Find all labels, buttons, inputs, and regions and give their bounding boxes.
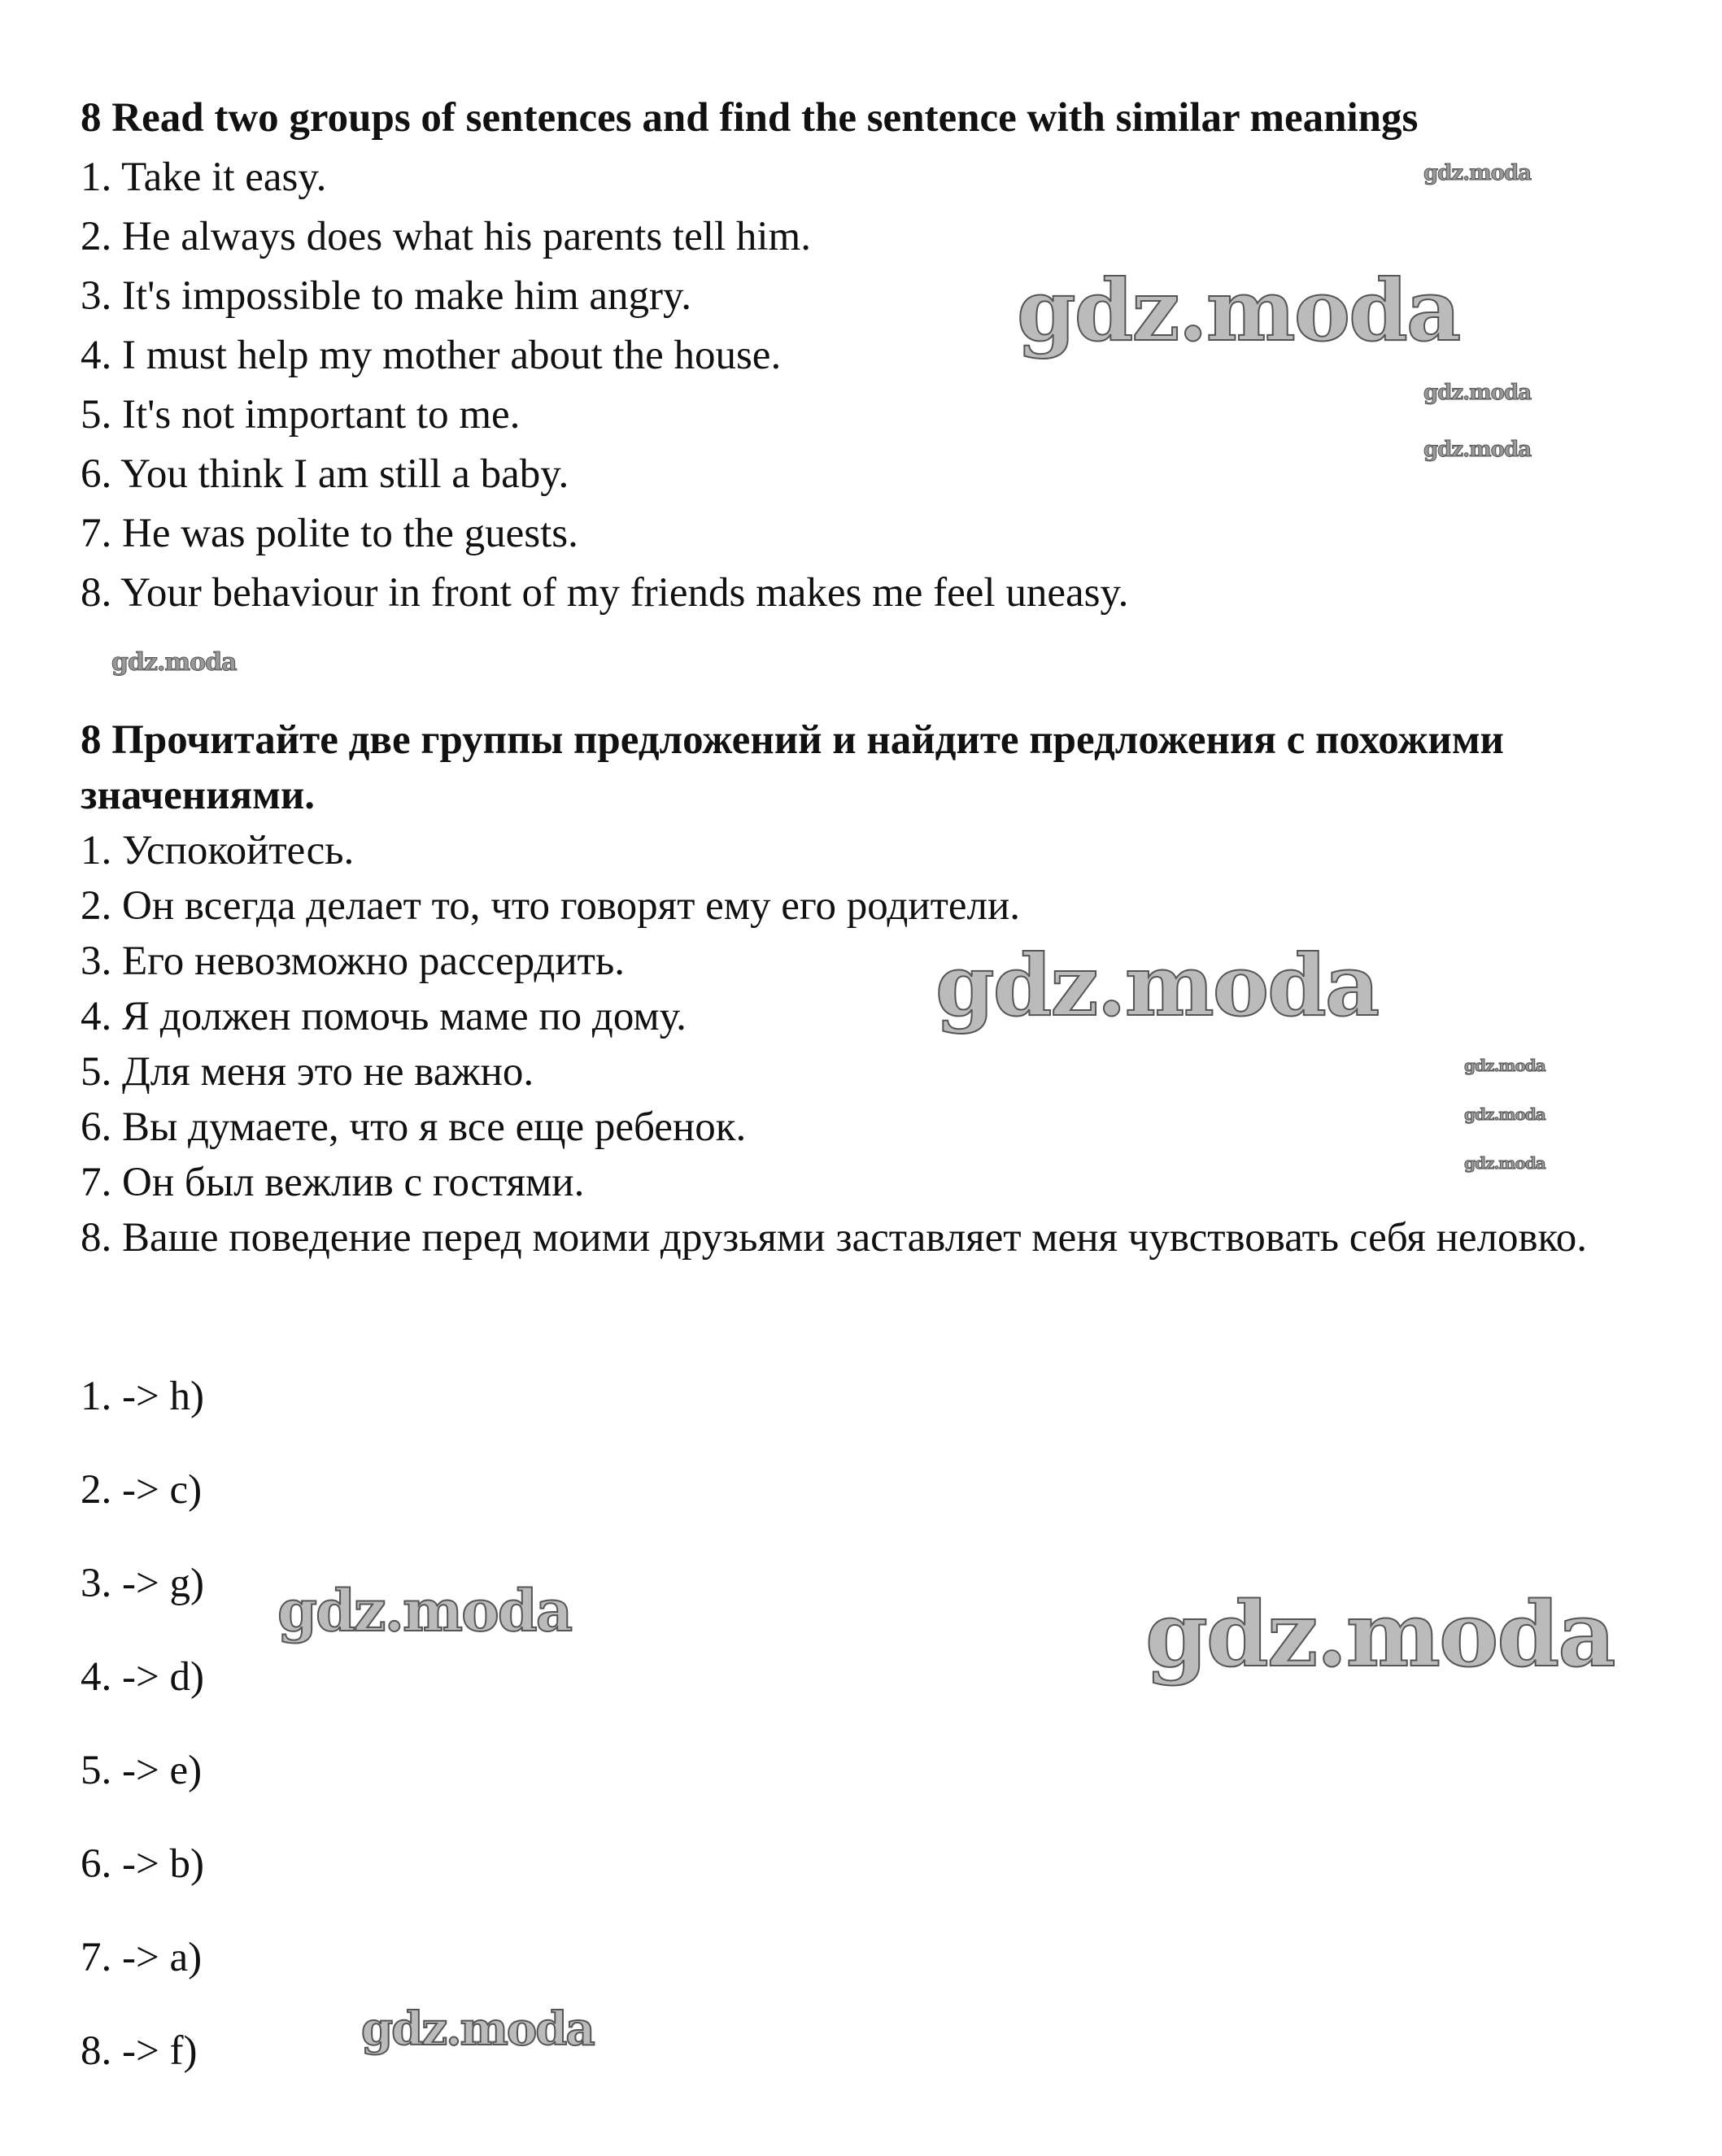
list-item: 8. Ваше поведение перед моими друзьями заставляет меня чувствовать себя неловко. [81,1215,1587,1261]
watermark: gdz.moda [935,935,1379,1035]
answers-section [81,1350,1675,2098]
answer-item: 4. -> d) [81,1654,204,1700]
list-item: 4. Я должен помочь маме по дому. [81,994,687,1039]
watermark: gdz.moda [361,2002,594,2056]
watermark: gdz.moda [277,1577,572,1644]
russian-heading: 8 Прочитайте две группы предложений и найдите предложения с похожими значениями. [81,717,1504,818]
watermark: gdz.moda [1423,438,1532,462]
watermark: gdz.moda [1464,1104,1545,1124]
list-item: 4. I must help my mother about the house. [81,333,782,378]
watermark: gdz.moda [1464,1153,1545,1173]
list-item: 7. He was polite to the guests. [81,511,578,556]
russian-section [81,712,1675,1265]
answer-item: 6. -> b) [81,1841,204,1887]
list-item: 5. It's not important to me. [81,392,521,438]
watermark: gdz.moda [1423,161,1532,185]
answer-item: 5. -> e) [81,1748,203,1793]
answer-item: 8. -> f) [81,2028,198,2074]
list-item: 2. He always does what his parents tell him. [81,214,811,259]
list-item: 5. Для меня это не важно. [81,1049,534,1095]
list-item: 1. Успокойтесь. [81,828,355,873]
watermark: gdz.moda [1464,1056,1545,1075]
english-heading: 8 Read two groups of sentences and find the sentence with similar meanings [81,95,1419,141]
watermark: gdz.moda [1017,260,1460,360]
answer-item: 7. -> a) [81,1935,203,1980]
list-item: 6. Вы думаете, что я все еще ребенок. [81,1104,747,1150]
answer-item: 3. -> g) [81,1561,204,1606]
answer-item: 2. -> c) [81,1467,203,1513]
watermark: gdz.moda [111,648,237,677]
list-item: 2. Он всегда делает то, что говорят ему его родители. [81,883,1020,929]
list-item: 6. You think I am still a baby. [81,451,569,497]
list-item: 3. Его невозможно рассердить. [81,939,625,984]
watermark: gdz.moda [1423,381,1532,405]
answer-item: 1. -> h) [81,1374,204,1419]
list-item: 7. Он был вежлив с гостями. [81,1160,585,1205]
list-item: 8. Your behaviour in front of my friends makes me feel uneasy. [81,570,1129,616]
list-item: 1. Take it easy. [81,155,327,200]
watermark: gdz.moda [1145,1582,1615,1687]
list-item: 3. It's impossible to make him angry. [81,273,691,319]
